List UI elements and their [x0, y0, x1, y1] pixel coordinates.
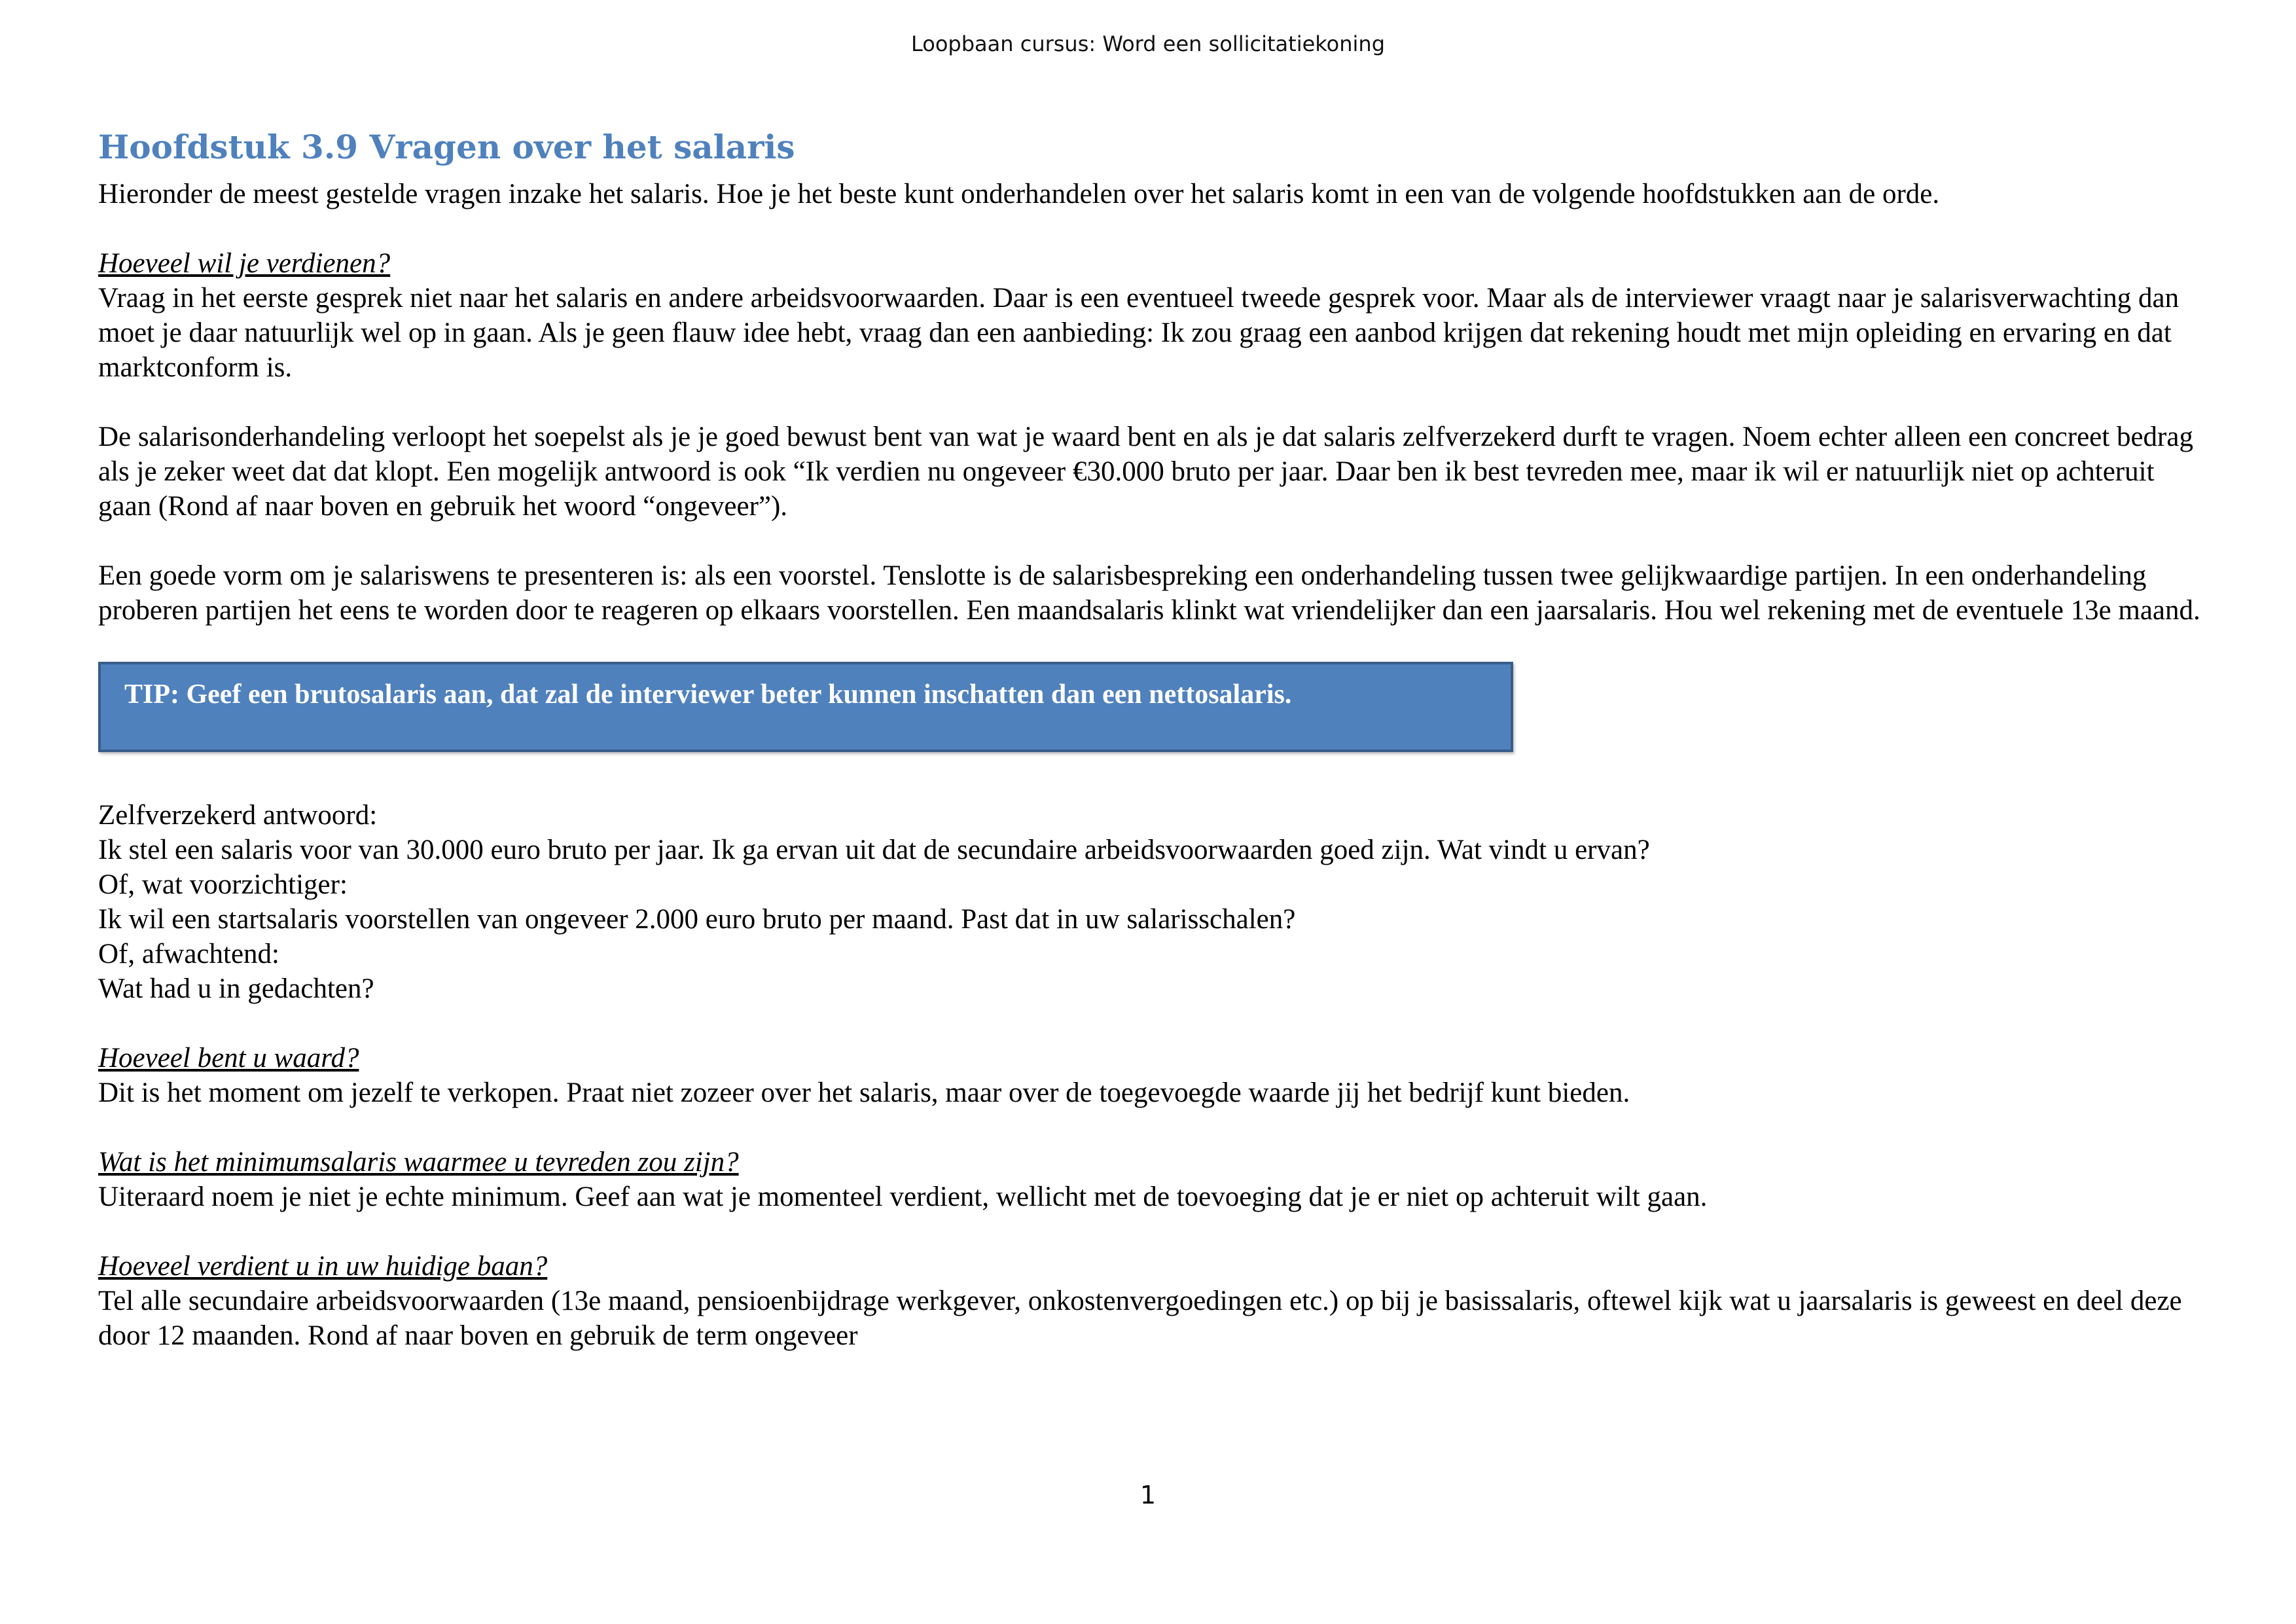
paragraph: Een goede vorm om je salariswens te presenteren is: als een voorstel. Tenslotte is de salarisbespreking een onderhandeling tussen twee gelijkwaardige partijen. In een onderhandeling proberen partijen het eens te worden door te reageren op elkaars voorstellen. Een maandsalaris klinkt wat vriendelijker dan een jaarsalaris. Hou wel rekening met de eventuele 13e maand. — [98, 560, 2200, 626]
page-number: 1 — [1139, 1481, 1157, 1509]
paragraph: Dit is het moment om jezelf te verkopen. Praat niet zozeer over het salaris, maar over de toegevoegde waarde jij het bedrijf kunt bieden. — [98, 1077, 1630, 1108]
chapter-title: Hoofdstuk 3.9 Vragen over het salaris — [98, 128, 795, 166]
paragraph: Tel alle secundaire arbeidsvoorwaarden (13e maand, pensioenbijdrage werkgever, onkostenvergoedingen etc.) op bij je basissalaris, oftewel kijk wat u jaarsalaris is geweest en deel deze door 12 maanden. Rond af naar boven en gebruik de term ongeveer — [98, 1286, 2182, 1351]
answer-line: Ik stel een salaris voor van 30.000 euro bruto per jaar. Ik ga ervan uit dat de secundaire arbeidsvoorwaarden goed zijn. Wat vindt u ervan? — [98, 835, 1650, 865]
tip-box: TIP: Geef een brutosalaris aan, dat zal de interviewer beter kunnen inschatten dan een nettosalaris. — [98, 662, 1513, 752]
answer-line: Zelfverzekerd antwoord: — [98, 800, 378, 831]
document-body — [98, 124, 2206, 1353]
answer-line: Ik wil een startsalaris voorstellen van ongeveer 2.000 euro bruto per maand. Past dat in uw salarisschalen? — [98, 904, 1296, 935]
page-header: Loopbaan cursus: Word een sollicitatiekoning — [911, 31, 1385, 56]
question-heading-2: Hoeveel bent u waard? — [98, 1043, 359, 1074]
answer-line: Of, wat voorzichtiger: — [98, 869, 348, 900]
paragraph: De salarisonderhandeling verloopt het soepelst als je je goed bewust bent van wat je waard bent en als je dat salaris zelfverzekerd durft te vragen. Noem echter alleen een concreet bedrag als je zeker weet dat dat klopt. Een mogelijk antwoord is ook “Ik verdien nu ongeveer €30.000 bruto per jaar. Daar ben ik best tevreden mee, maar ik wil er natuurlijk niet op achteruit gaan (Rond af naar boven en gebruik het woord “ongeveer”). — [98, 422, 2193, 522]
intro-paragraph: Hieronder de meest gestelde vragen inzake het salaris. Hoe je het beste kunt onderhandelen over het salaris komt in een van de volgende hoofdstukken aan de orde. — [98, 179, 1940, 209]
paragraph: Uiteraard noem je niet je echte minimum. Geef aan wat je momenteel verdient, wellicht met de toevoeging dat je er niet op achteruit wilt gaan. — [98, 1182, 1708, 1212]
question-heading-4: Hoeveel verdient u in uw huidige baan? — [98, 1251, 548, 1282]
question-heading-3: Wat is het minimumsalaris waarmee u tevreden zou zijn? — [98, 1147, 739, 1178]
paragraph: Vraag in het eerste gesprek niet naar het salaris en andere arbeidsvoorwaarden. Daar is een eventueel tweede gesprek voor. Maar als de interviewer vraagt naar je salarisverwachting dan moet je daar natuurlijk wel op in gaan. Als je geen flauw idee hebt, vraag dan een aanbieding: Ik zou graag een aanbod krijgen dat rekening houdt met mijn opleiding en ervaring en dat marktconform is. — [98, 283, 2179, 383]
answer-line: Wat had u in gedachten? — [98, 973, 374, 1004]
answer-line: Of, afwachtend: — [98, 939, 279, 969]
question-heading-1: Hoeveel wil je verdienen? — [98, 248, 391, 279]
